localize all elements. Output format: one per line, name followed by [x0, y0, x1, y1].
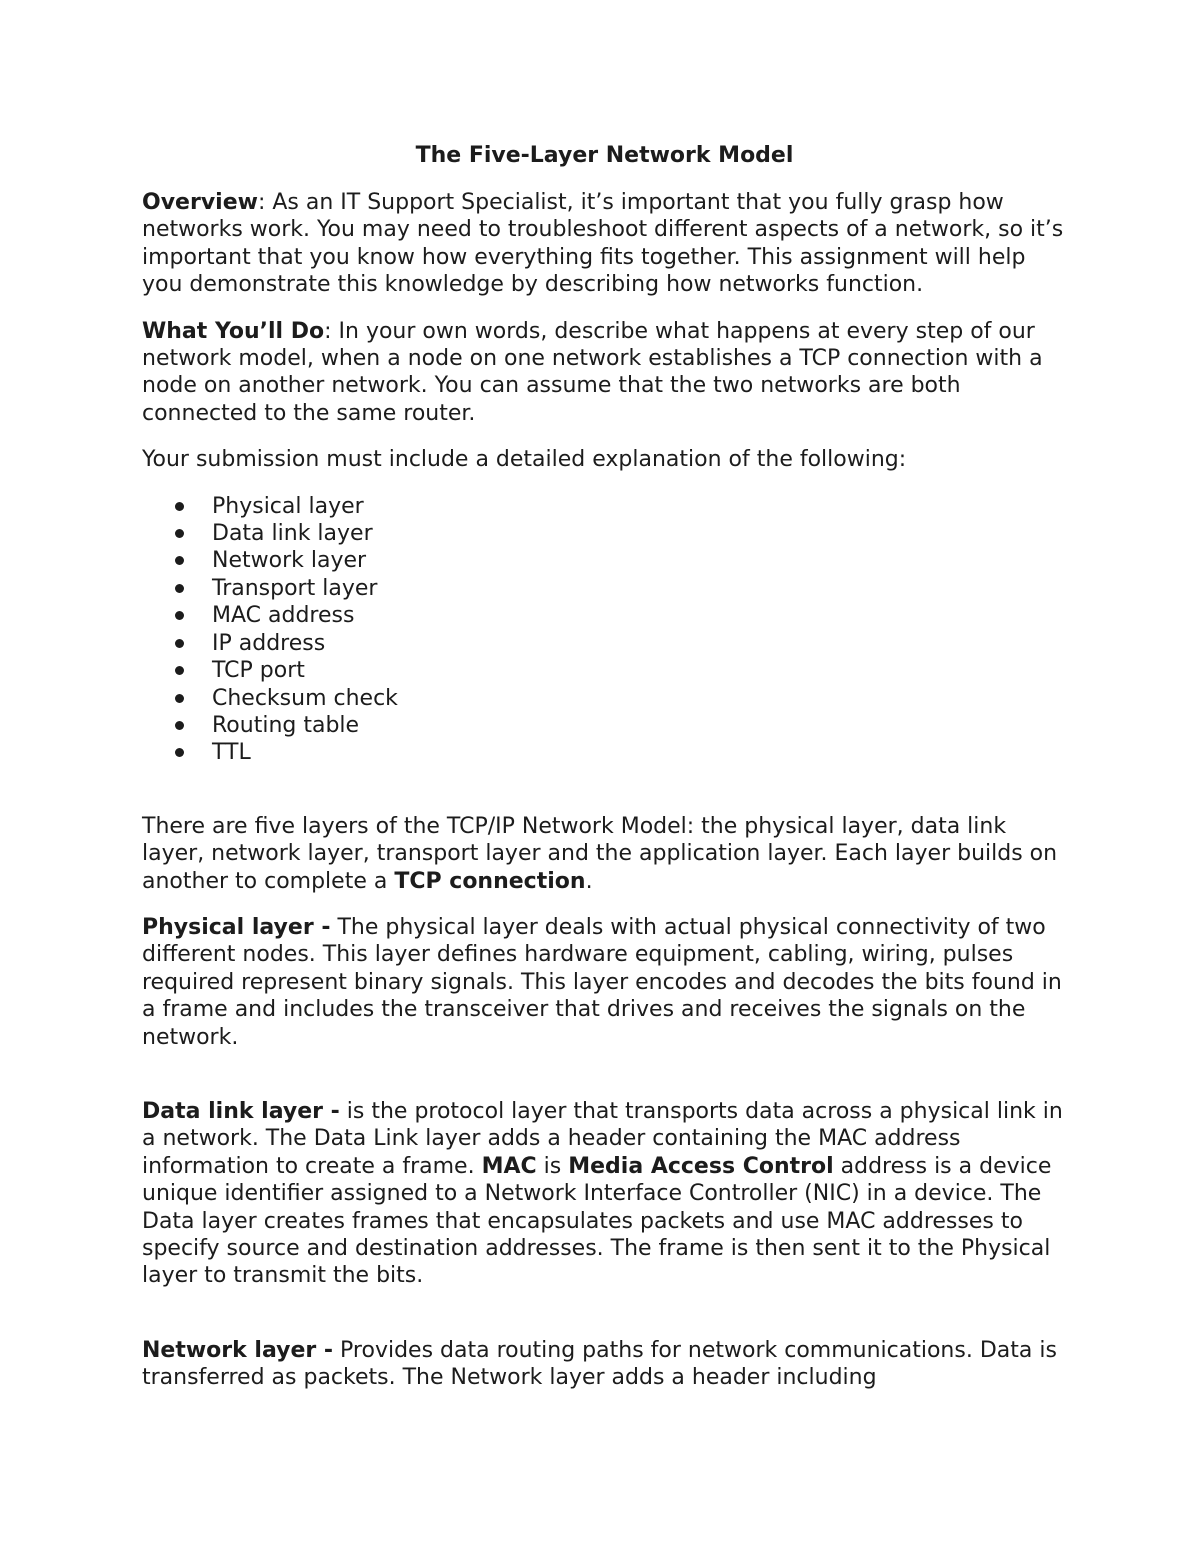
data-link-is: is [536, 1153, 569, 1179]
bullet-icon [175, 666, 184, 675]
media-access-control-bold: Media Access Control [568, 1153, 834, 1179]
document-title: The Five-Layer Network Model [415, 143, 794, 168]
list-item-text: Data link layer [212, 521, 373, 547]
intro-text: There are five layers of the TCP/IP Network Model: the physical layer, data link layer, network layer, transport layer and the application layer. Each layer builds on another to complete a [142, 813, 1058, 894]
list-item-text: Physical layer [212, 493, 364, 519]
data-link-text-1: is the protocol layer that transports data across a physical link in a network. The Data Link layer adds a header containing the MAC address information to create a frame. [142, 1098, 1063, 1179]
bullet-icon [175, 639, 184, 648]
network-layer-label: Network layer - [142, 1337, 334, 1363]
bullet-icon [175, 584, 184, 593]
list-item-text: IP address [212, 630, 326, 656]
list-item [142, 657, 1067, 684]
list-item-text: Network layer [212, 548, 367, 574]
overview-text: : As an IT Support Specialist, it’s important that you fully grasp how networks work. You may need to troubleshoot different aspects of a network, so it’s important that you know how everything fits together. This assignment will help you demonstrate this knowledge by describing how networks function. [142, 190, 1064, 298]
list-item [142, 575, 1067, 602]
list-item [142, 630, 1067, 657]
physical-layer-paragraph [142, 914, 1067, 1051]
list-item-text: Routing table [212, 712, 360, 738]
data-link-layer-label: Data link layer - [142, 1098, 340, 1124]
submission-intro: Your submission must include a detailed explanation of the following: [142, 447, 907, 473]
list-item [142, 520, 1067, 547]
list-item [142, 547, 1067, 574]
bullet-icon [175, 721, 184, 730]
list-item [142, 739, 1067, 766]
bullet-icon [175, 556, 184, 565]
what-youll-do-text: : In your own words, describe what happens at every step of our network model, when a node on one network establishes a TCP connection with a node on another network. You can assume that the two networks are both connected to the same router. [142, 318, 1043, 426]
intro-end: . [585, 868, 593, 894]
list-item [142, 602, 1067, 629]
mac-bold: MAC [481, 1153, 537, 1179]
list-item-text: MAC address [212, 603, 355, 629]
data-link-text-2: address is a device unique identifier assigned to a Network Interface Controller (NIC) in a device. The Data layer creates frames that encapsulates packets and use MAC addresses to specify source and destination addresses. The frame is then sent it to the Physical layer to transmit the bits. [142, 1153, 1052, 1289]
list-item-text: Checksum check [212, 685, 398, 711]
overview-paragraph [142, 189, 1067, 299]
list-item [142, 712, 1067, 739]
bullet-icon [175, 502, 184, 511]
bullet-icon [175, 694, 184, 703]
network-layer-text: Provides data routing paths for network communications. Data is transferred as packets. The Network layer adds a header including [142, 1337, 1057, 1391]
what-youll-do-label: What You’ll Do [142, 318, 325, 344]
network-layer-paragraph [142, 1337, 1067, 1392]
data-link-layer-paragraph [142, 1098, 1067, 1290]
overview-label: Overview [142, 190, 258, 215]
list-item-text: Transport layer [212, 575, 378, 601]
what-youll-do-paragraph [142, 318, 1067, 428]
requirements-list [142, 493, 1067, 767]
bullet-icon [175, 611, 184, 620]
document-page [142, 142, 1067, 1411]
bullet-icon [175, 748, 184, 757]
list-item [142, 493, 1067, 520]
intro-paragraph [142, 813, 1067, 895]
list-item-text: TCP port [212, 658, 305, 684]
physical-layer-label: Physical layer - [142, 914, 331, 940]
tcp-connection-bold: TCP connection [394, 868, 586, 894]
list-item [142, 685, 1067, 712]
physical-layer-text: The physical layer deals with actual physical connectivity of two different nodes. This layer defines hardware equipment, cabling, wiring, pulses required represent binary signals. This layer encodes and decodes the bits found in a frame and includes the transceiver that drives and receives the signals on the network. [142, 914, 1062, 1050]
list-item-text: TTL [212, 740, 251, 766]
bullet-icon [175, 529, 184, 538]
